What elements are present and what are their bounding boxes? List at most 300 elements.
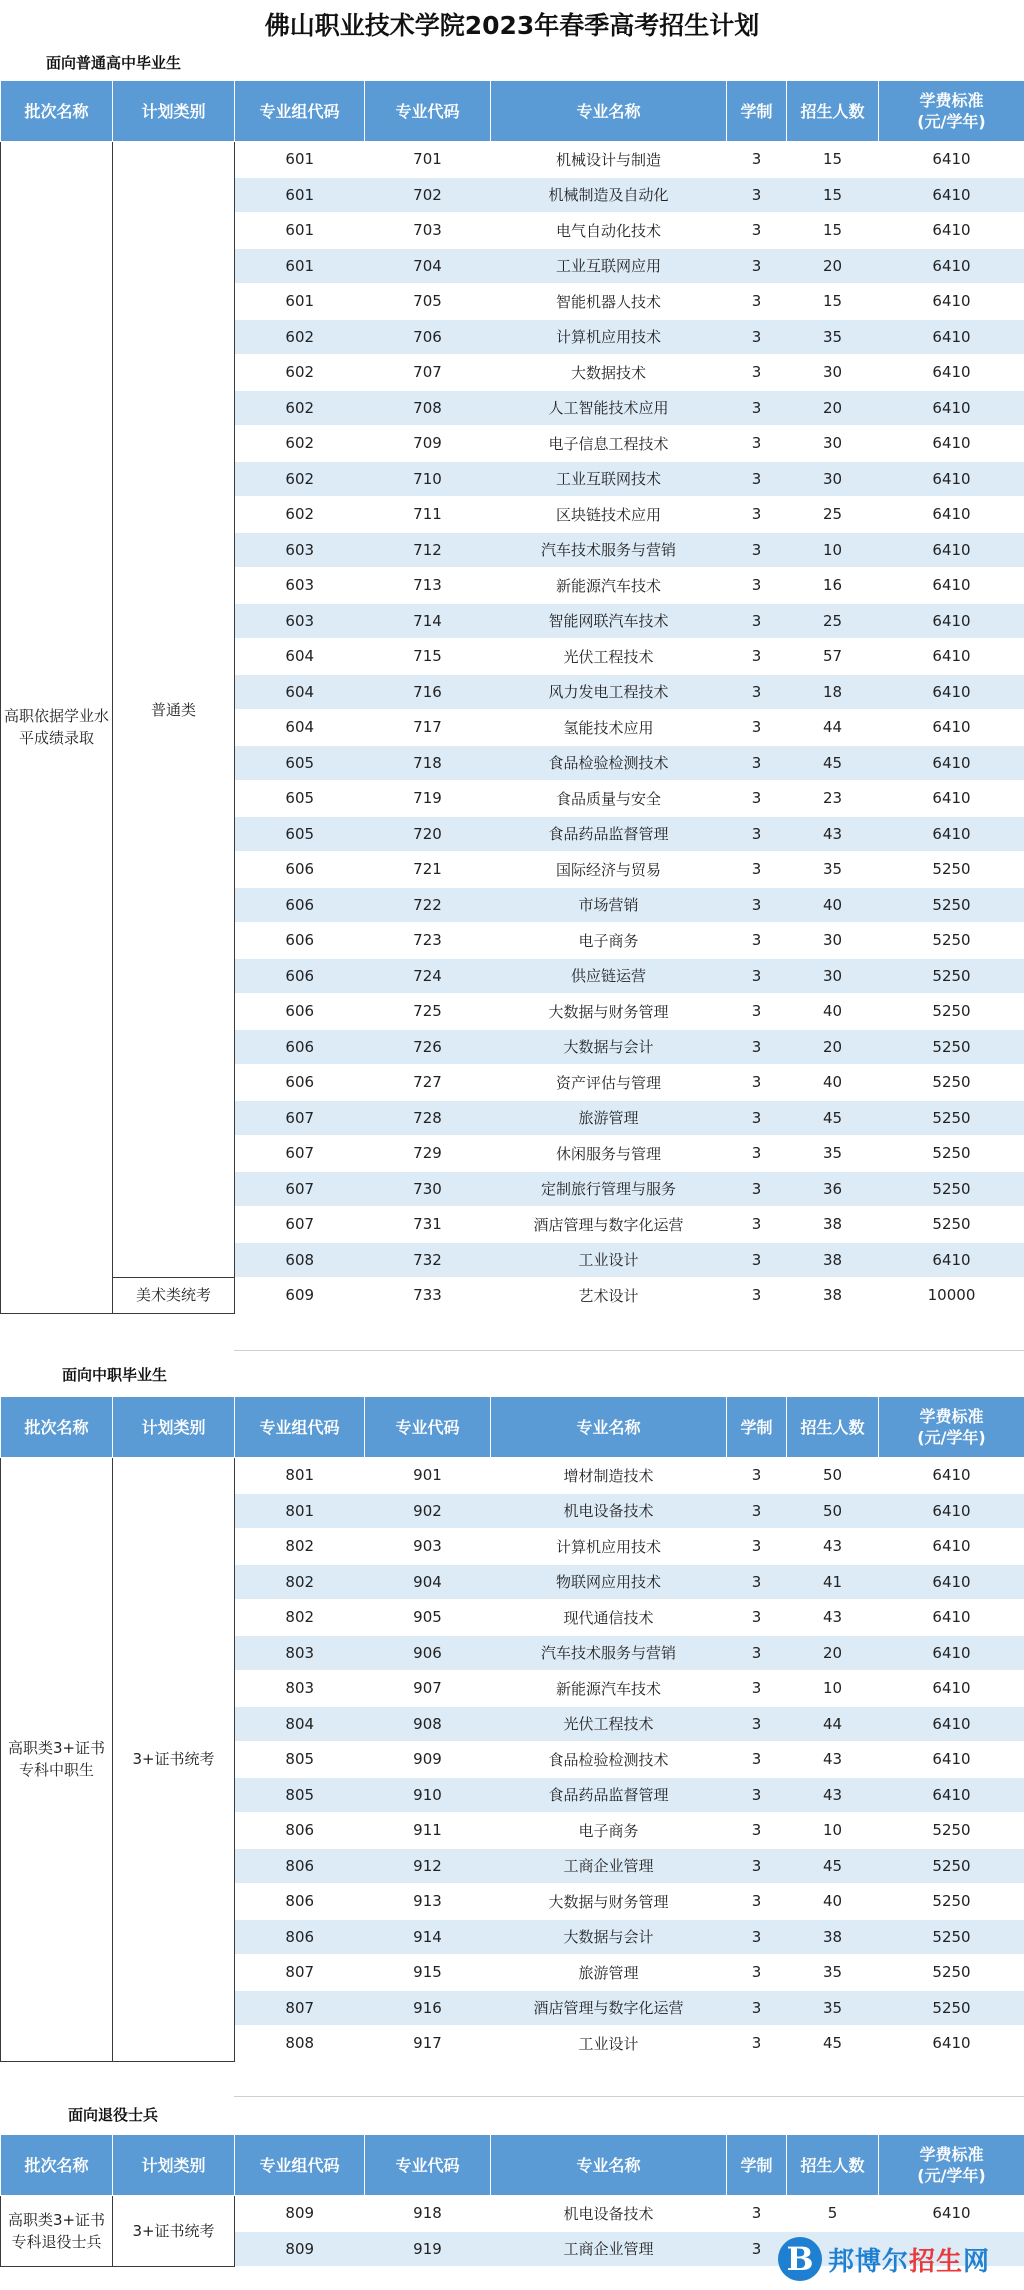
tuition-cell: 6410	[879, 497, 1024, 533]
section-divider	[234, 2096, 1024, 2097]
major-name-cell: 艺术设计	[491, 1278, 727, 1314]
group-code-cell: 807	[235, 1955, 365, 1991]
major-name-cell: 大数据与财务管理	[491, 994, 727, 1030]
duration-cell: 3	[727, 603, 787, 639]
group-code-cell: 606	[235, 852, 365, 888]
column-header: 招生人数	[787, 2135, 879, 2196]
duration-cell: 3	[727, 1777, 787, 1813]
enrollment-count-cell: 30	[787, 355, 879, 391]
column-header: 专业名称	[491, 1397, 727, 1458]
column-header: 批次名称	[1, 81, 113, 142]
watermark	[778, 2236, 1018, 2282]
batch-name-cell: 高职类3+证书专科中职生	[1, 1458, 113, 2062]
major-name-cell: 电子商务	[491, 923, 727, 959]
tuition-cell: 6410	[879, 1600, 1024, 1636]
major-name-cell: 定制旅行管理与服务	[491, 1171, 727, 1207]
group-code-cell: 606	[235, 923, 365, 959]
major-code-cell: 705	[365, 284, 491, 320]
group-code-cell: 601	[235, 284, 365, 320]
tuition-cell: 6410	[879, 1242, 1024, 1278]
major-code-cell: 907	[365, 1671, 491, 1707]
enrollment-count-cell: 10	[787, 1671, 879, 1707]
duration-cell: 3	[727, 568, 787, 604]
duration-cell: 3	[727, 1600, 787, 1636]
major-name-cell: 工业互联网应用	[491, 248, 727, 284]
duration-cell: 3	[727, 745, 787, 781]
major-name-cell: 机电设备技术	[491, 2196, 727, 2232]
duration-cell: 3	[727, 1065, 787, 1101]
major-name-cell: 电子信息工程技术	[491, 426, 727, 462]
group-code-cell: 805	[235, 1777, 365, 1813]
major-name-cell: 汽车技术服务与营销	[491, 532, 727, 568]
column-header: 专业组代码	[235, 81, 365, 142]
group-code-cell: 603	[235, 532, 365, 568]
duration-cell: 3	[727, 1848, 787, 1884]
table-header-row	[1, 1397, 1024, 1458]
tuition-cell: 5250	[879, 1136, 1024, 1172]
enrollment-count-cell: 40	[787, 887, 879, 923]
group-code-cell: 601	[235, 248, 365, 284]
enrollment-count-cell: 35	[787, 1955, 879, 1991]
column-header-line: 学费标准	[919, 1407, 984, 1426]
enrollment-count-cell: 57	[787, 639, 879, 675]
major-name-cell: 工商企业管理	[491, 2231, 727, 2267]
major-name-cell: 工业设计	[491, 1242, 727, 1278]
enrollment-count-cell: 35	[787, 1990, 879, 2026]
column-header	[879, 81, 1024, 142]
duration-cell: 3	[727, 710, 787, 746]
duration-cell: 3	[727, 1919, 787, 1955]
tuition-cell: 6410	[879, 1635, 1024, 1671]
major-name-cell: 增材制造技术	[491, 1458, 727, 1494]
tuition-cell: 5250	[879, 1171, 1024, 1207]
major-code-cell: 913	[365, 1884, 491, 1920]
duration-cell: 3	[727, 1278, 787, 1314]
major-code-cell: 709	[365, 426, 491, 462]
duration-cell: 3	[727, 1136, 787, 1172]
column-header: 学制	[727, 2135, 787, 2196]
major-name-cell: 工商企业管理	[491, 1848, 727, 1884]
enrollment-count-cell: 30	[787, 923, 879, 959]
enrollment-count-cell: 41	[787, 1564, 879, 1600]
major-code-cell: 917	[365, 2026, 491, 2062]
major-code-cell: 908	[365, 1706, 491, 1742]
major-code-cell: 725	[365, 994, 491, 1030]
enrollment-count-cell: 20	[787, 390, 879, 426]
major-code-cell: 914	[365, 1919, 491, 1955]
group-code-cell: 607	[235, 1207, 365, 1243]
major-name-cell: 市场营销	[491, 887, 727, 923]
duration-cell: 3	[727, 1493, 787, 1529]
tuition-cell: 6410	[879, 142, 1024, 178]
section-label-vocational: 面向中职毕业生	[62, 1366, 168, 1384]
tuition-cell: 5250	[879, 852, 1024, 888]
tuition-cell: 6410	[879, 319, 1024, 355]
enrollment-count-cell: 36	[787, 1171, 879, 1207]
column-header-line: (元/学年)	[917, 1428, 986, 1447]
enrollment-count-cell: 44	[787, 1706, 879, 1742]
major-code-cell: 703	[365, 213, 491, 249]
group-code-cell: 607	[235, 1100, 365, 1136]
major-name-cell: 机电设备技术	[491, 1493, 727, 1529]
duration-cell: 3	[727, 1990, 787, 2026]
tuition-cell: 5250	[879, 923, 1024, 959]
major-name-cell: 大数据与会计	[491, 1919, 727, 1955]
group-code-cell: 806	[235, 1884, 365, 1920]
major-code-cell: 733	[365, 1278, 491, 1314]
duration-cell: 3	[727, 248, 787, 284]
major-name-cell: 食品药品监督管理	[491, 816, 727, 852]
batch-name-cell: 高职类3+证书专科退役士兵	[1, 2196, 113, 2267]
plan-type-cell: 普通类	[113, 142, 235, 1278]
duration-cell: 3	[727, 426, 787, 462]
duration-cell: 3	[727, 1458, 787, 1494]
major-name-cell: 工业互联网技术	[491, 461, 727, 497]
major-name-cell: 供应链运营	[491, 958, 727, 994]
group-code-cell: 806	[235, 1919, 365, 1955]
section-label-veterans: 面向退役士兵	[68, 2106, 159, 2124]
major-code-cell: 729	[365, 1136, 491, 1172]
tuition-cell: 5250	[879, 1919, 1024, 1955]
column-header: 专业代码	[365, 2135, 491, 2196]
column-header	[879, 2135, 1024, 2196]
enrollment-count-cell: 43	[787, 1600, 879, 1636]
major-name-cell: 机械设计与制造	[491, 142, 727, 178]
duration-cell: 3	[727, 1635, 787, 1671]
tuition-cell: 6410	[879, 1777, 1024, 1813]
major-code-cell: 918	[365, 2196, 491, 2232]
enrollment-count-cell: 40	[787, 994, 879, 1030]
column-header: 学制	[727, 81, 787, 142]
tuition-cell: 6410	[879, 1742, 1024, 1778]
major-code-cell: 719	[365, 781, 491, 817]
major-name-cell: 工业设计	[491, 2026, 727, 2062]
group-code-cell: 606	[235, 1029, 365, 1065]
duration-cell: 3	[727, 319, 787, 355]
major-code-cell: 708	[365, 390, 491, 426]
section-divider	[234, 1350, 1024, 1351]
plan-type-cell: 3+证书统考	[113, 2196, 235, 2267]
group-code-cell: 606	[235, 994, 365, 1030]
enrollment-count-cell: 30	[787, 461, 879, 497]
tuition-cell: 6410	[879, 355, 1024, 391]
duration-cell: 3	[727, 781, 787, 817]
major-name-cell: 计算机应用技术	[491, 319, 727, 355]
duration-cell: 3	[727, 1955, 787, 1991]
major-code-cell: 906	[365, 1635, 491, 1671]
major-code-cell: 910	[365, 1777, 491, 1813]
tuition-cell: 6410	[879, 639, 1024, 675]
group-code-cell: 603	[235, 603, 365, 639]
duration-cell: 3	[727, 1671, 787, 1707]
major-name-cell: 光伏工程技术	[491, 639, 727, 675]
group-code-cell: 806	[235, 1848, 365, 1884]
duration-cell: 3	[727, 390, 787, 426]
column-header: 招生人数	[787, 81, 879, 142]
major-name-cell: 大数据与财务管理	[491, 1884, 727, 1920]
column-header: 批次名称	[1, 1397, 113, 1458]
major-code-cell: 713	[365, 568, 491, 604]
major-code-cell: 730	[365, 1171, 491, 1207]
group-code-cell: 609	[235, 1278, 365, 1314]
group-code-cell: 604	[235, 710, 365, 746]
enrollment-count-cell: 45	[787, 2026, 879, 2062]
tuition-cell: 5250	[879, 1207, 1024, 1243]
tuition-cell: 5250	[879, 887, 1024, 923]
duration-cell: 3	[727, 142, 787, 178]
table-row	[1, 142, 1024, 178]
duration-cell: 3	[727, 213, 787, 249]
major-code-cell: 727	[365, 1065, 491, 1101]
tuition-cell: 5250	[879, 1100, 1024, 1136]
enrollment-count-cell: 35	[787, 1136, 879, 1172]
major-name-cell: 电子商务	[491, 1813, 727, 1849]
column-header: 专业代码	[365, 81, 491, 142]
enrollment-count-cell: 38	[787, 1242, 879, 1278]
duration-cell: 3	[727, 2196, 787, 2232]
major-name-cell: 旅游管理	[491, 1100, 727, 1136]
group-code-cell: 604	[235, 639, 365, 675]
tuition-cell: 6410	[879, 745, 1024, 781]
column-header: 招生人数	[787, 1397, 879, 1458]
major-name-cell: 现代通信技术	[491, 1600, 727, 1636]
major-name-cell: 大数据技术	[491, 355, 727, 391]
enrollment-count-cell: 20	[787, 1029, 879, 1065]
duration-cell: 3	[727, 994, 787, 1030]
table-header-row	[1, 81, 1024, 142]
batch-name-cell: 高职依据学业水平成绩录取	[1, 142, 113, 1314]
tuition-cell: 10000	[879, 1278, 1024, 1314]
major-code-cell: 701	[365, 142, 491, 178]
enrollment-count-cell: 15	[787, 284, 879, 320]
tuition-cell: 6410	[879, 1458, 1024, 1494]
tuition-cell: 6410	[879, 213, 1024, 249]
tuition-cell: 6410	[879, 1706, 1024, 1742]
major-code-cell: 716	[365, 674, 491, 710]
group-code-cell: 802	[235, 1529, 365, 1565]
enrollment-count-cell: 40	[787, 1884, 879, 1920]
enrollment-count-cell: 5	[787, 2196, 879, 2232]
tuition-cell: 6410	[879, 2196, 1024, 2232]
enrollment-table-highschool	[0, 80, 1024, 1314]
duration-cell: 3	[727, 1171, 787, 1207]
major-code-cell: 731	[365, 1207, 491, 1243]
tuition-cell: 6410	[879, 603, 1024, 639]
group-code-cell: 602	[235, 461, 365, 497]
enrollment-count-cell: 50	[787, 1493, 879, 1529]
duration-cell: 3	[727, 1706, 787, 1742]
duration-cell: 3	[727, 532, 787, 568]
duration-cell: 3	[727, 2026, 787, 2062]
group-code-cell: 605	[235, 781, 365, 817]
major-name-cell: 新能源汽车技术	[491, 1671, 727, 1707]
major-code-cell: 901	[365, 1458, 491, 1494]
enrollment-count-cell: 38	[787, 1919, 879, 1955]
tuition-cell: 6410	[879, 390, 1024, 426]
duration-cell: 3	[727, 497, 787, 533]
major-code-cell: 912	[365, 1848, 491, 1884]
major-name-cell: 食品检验检测技术	[491, 1742, 727, 1778]
major-name-cell: 酒店管理与数字化运营	[491, 1990, 727, 2026]
enrollment-count-cell: 15	[787, 142, 879, 178]
duration-cell: 3	[727, 958, 787, 994]
tuition-cell: 5250	[879, 1065, 1024, 1101]
table-row	[1, 1458, 1024, 1494]
major-code-cell: 718	[365, 745, 491, 781]
enrollment-count-cell: 43	[787, 1777, 879, 1813]
enrollment-table-vocational	[0, 1396, 1024, 2062]
enrollment-count-cell: 15	[787, 213, 879, 249]
group-code-cell: 607	[235, 1136, 365, 1172]
group-code-cell: 602	[235, 355, 365, 391]
major-name-cell: 酒店管理与数字化运营	[491, 1207, 727, 1243]
column-header: 计划类别	[113, 81, 235, 142]
major-name-cell: 食品检验检测技术	[491, 745, 727, 781]
duration-cell: 3	[727, 1742, 787, 1778]
tuition-cell: 5250	[879, 1884, 1024, 1920]
duration-cell: 3	[727, 852, 787, 888]
major-code-cell: 723	[365, 923, 491, 959]
group-code-cell: 809	[235, 2196, 365, 2232]
group-code-cell: 802	[235, 1600, 365, 1636]
major-code-cell: 903	[365, 1529, 491, 1565]
group-code-cell: 601	[235, 142, 365, 178]
group-code-cell: 601	[235, 213, 365, 249]
watermark-text: 邦博尔招生网	[828, 2246, 991, 2277]
column-header: 学制	[727, 1397, 787, 1458]
group-code-cell: 604	[235, 674, 365, 710]
column-header	[879, 1397, 1024, 1458]
enrollment-count-cell: 16	[787, 568, 879, 604]
duration-cell: 3	[727, 1100, 787, 1136]
major-name-cell: 智能机器人技术	[491, 284, 727, 320]
group-code-cell: 805	[235, 1742, 365, 1778]
major-code-cell: 726	[365, 1029, 491, 1065]
tuition-cell: 6410	[879, 710, 1024, 746]
enrollment-count-cell: 45	[787, 745, 879, 781]
enrollment-count-cell: 25	[787, 603, 879, 639]
major-name-cell: 大数据与会计	[491, 1029, 727, 1065]
enrollment-count-cell: 30	[787, 958, 879, 994]
enrollment-count-cell: 23	[787, 781, 879, 817]
duration-cell: 3	[727, 923, 787, 959]
group-code-cell: 809	[235, 2231, 365, 2267]
enrollment-count-cell: 18	[787, 674, 879, 710]
enrollment-count-cell: 35	[787, 319, 879, 355]
enrollment-count-cell: 10	[787, 532, 879, 568]
brand-logo-icon: B	[778, 2237, 822, 2281]
major-name-cell: 食品药品监督管理	[491, 1777, 727, 1813]
duration-cell: 3	[727, 639, 787, 675]
column-header: 专业组代码	[235, 2135, 365, 2196]
group-code-cell: 803	[235, 1635, 365, 1671]
major-code-cell: 724	[365, 958, 491, 994]
tuition-cell: 6410	[879, 1671, 1024, 1707]
duration-cell: 3	[727, 1813, 787, 1849]
table-row	[1, 2196, 1024, 2232]
major-name-cell: 物联网应用技术	[491, 1564, 727, 1600]
group-code-cell: 606	[235, 958, 365, 994]
duration-cell: 3	[727, 284, 787, 320]
major-code-cell: 707	[365, 355, 491, 391]
duration-cell: 3	[727, 461, 787, 497]
group-code-cell: 601	[235, 177, 365, 213]
group-code-cell: 606	[235, 887, 365, 923]
enrollment-count-cell: 45	[787, 1848, 879, 1884]
duration-cell: 3	[727, 177, 787, 213]
group-code-cell: 803	[235, 1671, 365, 1707]
duration-cell: 3	[727, 355, 787, 391]
duration-cell: 3	[727, 2231, 787, 2267]
tuition-cell: 6410	[879, 426, 1024, 462]
major-name-cell: 国际经济与贸易	[491, 852, 727, 888]
enrollment-count-cell: 20	[787, 248, 879, 284]
duration-cell: 3	[727, 1242, 787, 1278]
table-header-row	[1, 2135, 1024, 2196]
major-name-cell: 区块链技术应用	[491, 497, 727, 533]
tuition-cell: 6410	[879, 461, 1024, 497]
major-code-cell: 732	[365, 1242, 491, 1278]
major-code-cell: 909	[365, 1742, 491, 1778]
enrollment-count-cell: 30	[787, 426, 879, 462]
duration-cell: 3	[727, 816, 787, 852]
tuition-cell: 6410	[879, 1529, 1024, 1565]
major-name-cell: 新能源汽车技术	[491, 568, 727, 604]
duration-cell: 3	[727, 674, 787, 710]
enrollment-count-cell: 15	[787, 177, 879, 213]
group-code-cell: 603	[235, 568, 365, 604]
section-label-highschool: 面向普通高中毕业生	[46, 54, 182, 72]
group-code-cell: 606	[235, 1065, 365, 1101]
duration-cell: 3	[727, 1529, 787, 1565]
duration-cell: 3	[727, 1564, 787, 1600]
enrollment-count-cell: 40	[787, 1065, 879, 1101]
group-code-cell: 605	[235, 745, 365, 781]
tuition-cell: 6410	[879, 1564, 1024, 1600]
major-code-cell: 717	[365, 710, 491, 746]
major-name-cell: 旅游管理	[491, 1955, 727, 1991]
column-header: 专业代码	[365, 1397, 491, 1458]
enrollment-count-cell: 43	[787, 1742, 879, 1778]
major-code-cell: 712	[365, 532, 491, 568]
major-code-cell: 902	[365, 1493, 491, 1529]
major-code-cell: 714	[365, 603, 491, 639]
enrollment-count-cell: 50	[787, 1458, 879, 1494]
duration-cell: 3	[727, 1029, 787, 1065]
tuition-cell: 5250	[879, 994, 1024, 1030]
major-name-cell: 电气自动化技术	[491, 213, 727, 249]
major-code-cell: 728	[365, 1100, 491, 1136]
major-name-cell: 食品质量与安全	[491, 781, 727, 817]
major-code-cell: 911	[365, 1813, 491, 1849]
major-name-cell: 智能网联汽车技术	[491, 603, 727, 639]
enrollment-count-cell: 35	[787, 852, 879, 888]
major-code-cell: 916	[365, 1990, 491, 2026]
major-code-cell: 721	[365, 852, 491, 888]
tuition-cell: 5250	[879, 1990, 1024, 2026]
group-code-cell: 807	[235, 1990, 365, 2026]
major-name-cell: 光伏工程技术	[491, 1706, 727, 1742]
column-header-line: 学费标准	[919, 2145, 984, 2164]
column-header-line: (元/学年)	[917, 112, 986, 131]
major-name-cell: 风力发电工程技术	[491, 674, 727, 710]
major-code-cell: 711	[365, 497, 491, 533]
duration-cell: 3	[727, 1207, 787, 1243]
enrollment-count-cell: 25	[787, 497, 879, 533]
group-code-cell: 802	[235, 1564, 365, 1600]
plan-type-cell: 3+证书统考	[113, 1458, 235, 2062]
group-code-cell: 801	[235, 1493, 365, 1529]
